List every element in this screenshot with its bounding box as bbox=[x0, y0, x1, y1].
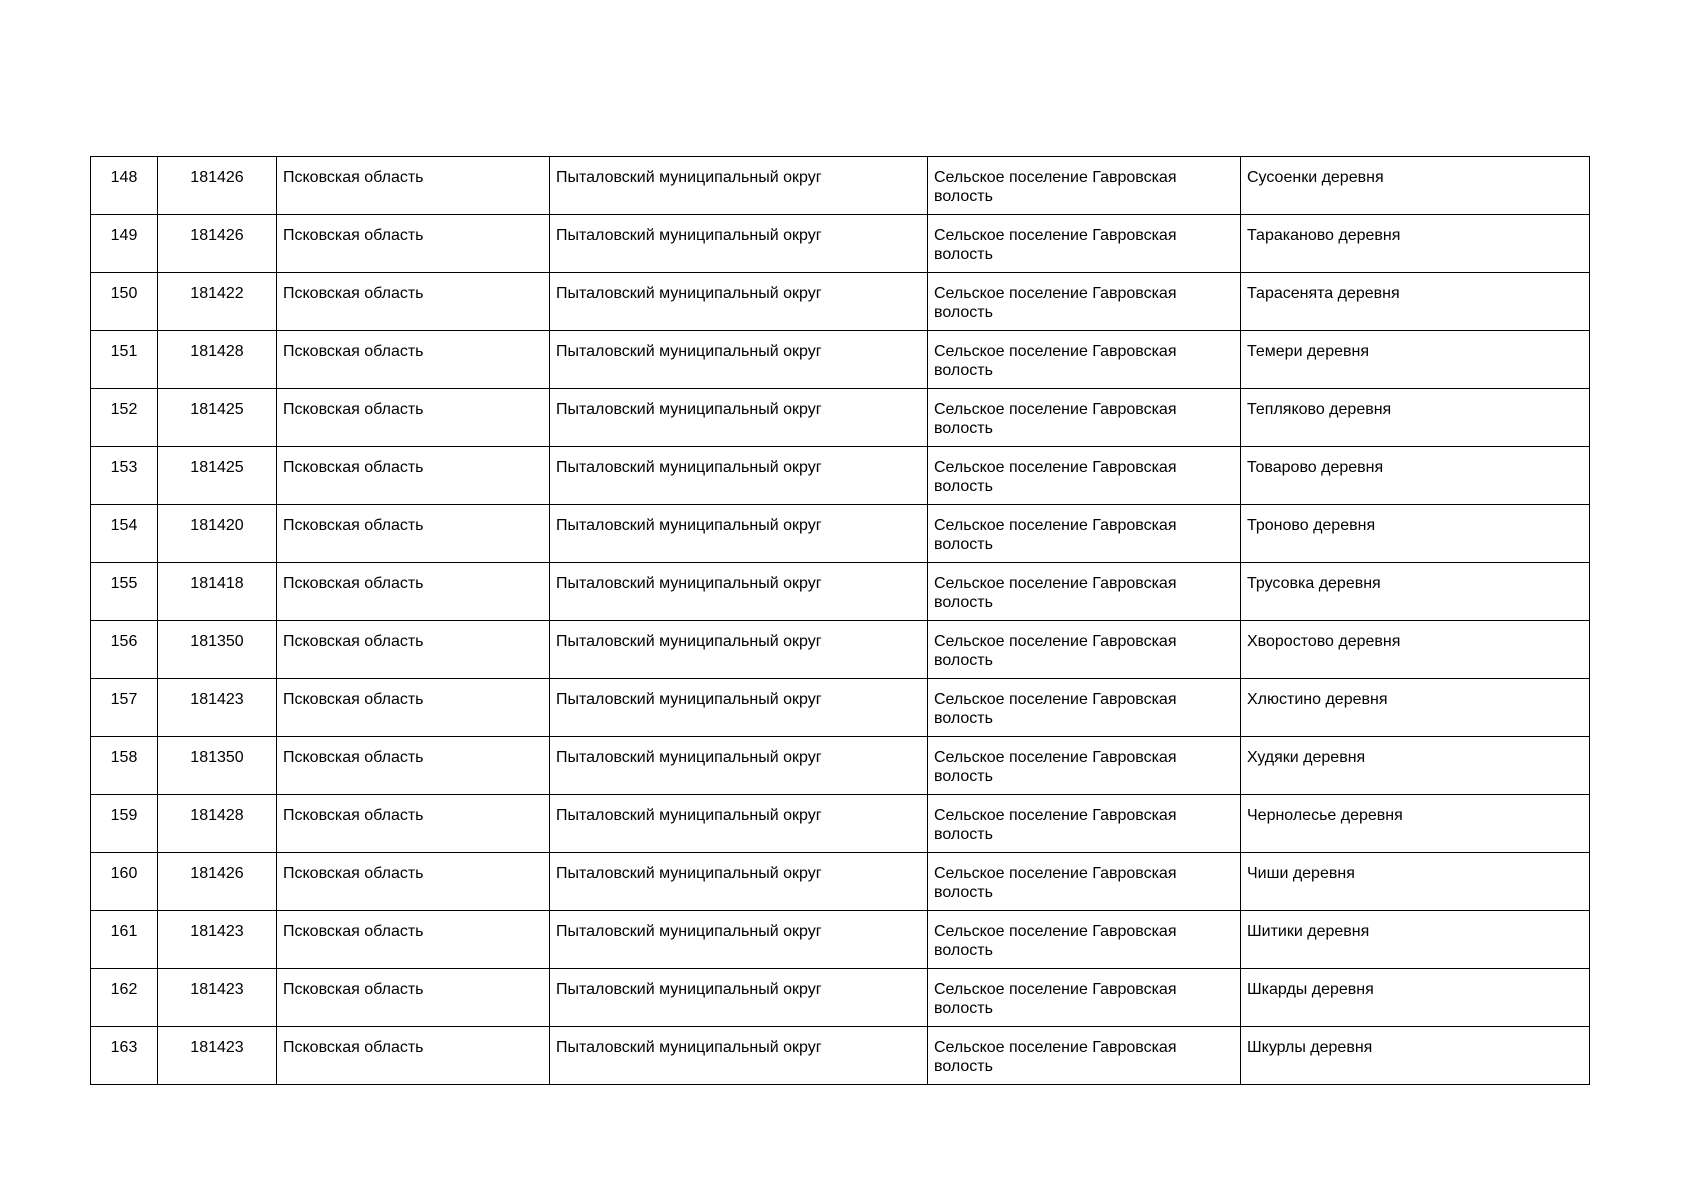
locality-cell: Шкарды деревня bbox=[1241, 969, 1590, 1027]
settlement-cell: Сельское поселение Гавровская волость bbox=[928, 795, 1241, 853]
row-number-cell: 160 bbox=[91, 853, 158, 911]
region-cell: Псковская область bbox=[277, 737, 550, 795]
district-cell: Пыталовский муниципальный округ bbox=[550, 969, 928, 1027]
row-number-cell: 163 bbox=[91, 1027, 158, 1085]
settlement-cell: Сельское поселение Гавровская волость bbox=[928, 679, 1241, 737]
table-row bbox=[91, 389, 1590, 447]
row-number-cell: 161 bbox=[91, 911, 158, 969]
postal-code-cell: 181425 bbox=[158, 389, 277, 447]
region-cell: Псковская область bbox=[277, 911, 550, 969]
locality-cell: Хлюстино деревня bbox=[1241, 679, 1590, 737]
district-cell: Пыталовский муниципальный округ bbox=[550, 853, 928, 911]
district-cell: Пыталовский муниципальный округ bbox=[550, 273, 928, 331]
row-number-cell: 154 bbox=[91, 505, 158, 563]
postal-code-cell: 181426 bbox=[158, 157, 277, 215]
table-row bbox=[91, 911, 1590, 969]
locality-cell: Тепляково деревня bbox=[1241, 389, 1590, 447]
table-row bbox=[91, 447, 1590, 505]
district-cell: Пыталовский муниципальный округ bbox=[550, 795, 928, 853]
locality-cell: Шкурлы деревня bbox=[1241, 1027, 1590, 1085]
table-row bbox=[91, 969, 1590, 1027]
district-cell: Пыталовский муниципальный округ bbox=[550, 447, 928, 505]
row-number-cell: 156 bbox=[91, 621, 158, 679]
table-row bbox=[91, 679, 1590, 737]
region-cell: Псковская область bbox=[277, 679, 550, 737]
table-row bbox=[91, 621, 1590, 679]
region-cell: Псковская область bbox=[277, 331, 550, 389]
locality-cell: Сусоенки деревня bbox=[1241, 157, 1590, 215]
region-cell: Псковская область bbox=[277, 447, 550, 505]
postal-code-cell: 181423 bbox=[158, 679, 277, 737]
settlement-cell: Сельское поселение Гавровская волость bbox=[928, 969, 1241, 1027]
settlement-cell: Сельское поселение Гавровская волость bbox=[928, 389, 1241, 447]
postal-code-cell: 181423 bbox=[158, 911, 277, 969]
settlement-cell: Сельское поселение Гавровская волость bbox=[928, 737, 1241, 795]
settlement-cell: Сельское поселение Гавровская волость bbox=[928, 447, 1241, 505]
settlement-cell: Сельское поселение Гавровская волость bbox=[928, 273, 1241, 331]
row-number-cell: 151 bbox=[91, 331, 158, 389]
region-cell: Псковская область bbox=[277, 1027, 550, 1085]
postal-code-cell: 181426 bbox=[158, 853, 277, 911]
locality-cell: Чернолесье деревня bbox=[1241, 795, 1590, 853]
settlement-cell: Сельское поселение Гавровская волость bbox=[928, 157, 1241, 215]
postal-code-cell: 181423 bbox=[158, 1027, 277, 1085]
district-cell: Пыталовский муниципальный округ bbox=[550, 331, 928, 389]
region-cell: Псковская область bbox=[277, 795, 550, 853]
locality-cell: Чиши деревня bbox=[1241, 853, 1590, 911]
district-cell: Пыталовский муниципальный округ bbox=[550, 215, 928, 273]
settlement-cell: Сельское поселение Гавровская волость bbox=[928, 621, 1241, 679]
district-cell: Пыталовский муниципальный округ bbox=[550, 1027, 928, 1085]
locality-cell: Хворостово деревня bbox=[1241, 621, 1590, 679]
locality-cell: Шитики деревня bbox=[1241, 911, 1590, 969]
region-cell: Псковская область bbox=[277, 505, 550, 563]
postal-code-cell: 181426 bbox=[158, 215, 277, 273]
locality-cell: Трусовка деревня bbox=[1241, 563, 1590, 621]
row-number-cell: 157 bbox=[91, 679, 158, 737]
settlement-cell: Сельское поселение Гавровская волость bbox=[928, 1027, 1241, 1085]
district-cell: Пыталовский муниципальный округ bbox=[550, 911, 928, 969]
table-row bbox=[91, 795, 1590, 853]
row-number-cell: 148 bbox=[91, 157, 158, 215]
table-row bbox=[91, 853, 1590, 911]
locality-cell: Тарасенята деревня bbox=[1241, 273, 1590, 331]
postal-code-cell: 181350 bbox=[158, 737, 277, 795]
locality-cell: Троново деревня bbox=[1241, 505, 1590, 563]
locality-cell: Худяки деревня bbox=[1241, 737, 1590, 795]
settlement-cell: Сельское поселение Гавровская волость bbox=[928, 911, 1241, 969]
locality-cell: Товарово деревня bbox=[1241, 447, 1590, 505]
row-number-cell: 152 bbox=[91, 389, 158, 447]
table-row bbox=[91, 215, 1590, 273]
table-row bbox=[91, 273, 1590, 331]
row-number-cell: 159 bbox=[91, 795, 158, 853]
row-number-cell: 158 bbox=[91, 737, 158, 795]
district-cell: Пыталовский муниципальный округ bbox=[550, 621, 928, 679]
settlement-cell: Сельское поселение Гавровская волость bbox=[928, 215, 1241, 273]
row-number-cell: 150 bbox=[91, 273, 158, 331]
postal-code-cell: 181420 bbox=[158, 505, 277, 563]
postal-code-cell: 181428 bbox=[158, 795, 277, 853]
region-cell: Псковская область bbox=[277, 969, 550, 1027]
region-cell: Псковская область bbox=[277, 215, 550, 273]
locality-cell: Темери деревня bbox=[1241, 331, 1590, 389]
settlement-cell: Сельское поселение Гавровская волость bbox=[928, 853, 1241, 911]
postal-code-cell: 181428 bbox=[158, 331, 277, 389]
region-cell: Псковская область bbox=[277, 389, 550, 447]
district-cell: Пыталовский муниципальный округ bbox=[550, 157, 928, 215]
row-number-cell: 153 bbox=[91, 447, 158, 505]
postal-code-cell: 181423 bbox=[158, 969, 277, 1027]
locality-cell: Тараканово деревня bbox=[1241, 215, 1590, 273]
row-number-cell: 149 bbox=[91, 215, 158, 273]
district-cell: Пыталовский муниципальный округ bbox=[550, 563, 928, 621]
district-cell: Пыталовский муниципальный округ bbox=[550, 505, 928, 563]
row-number-cell: 162 bbox=[91, 969, 158, 1027]
postal-code-cell: 181425 bbox=[158, 447, 277, 505]
address-table bbox=[90, 156, 1590, 1085]
table-body bbox=[91, 157, 1590, 1085]
district-cell: Пыталовский муниципальный округ bbox=[550, 389, 928, 447]
postal-code-cell: 181418 bbox=[158, 563, 277, 621]
region-cell: Псковская область bbox=[277, 273, 550, 331]
district-cell: Пыталовский муниципальный округ bbox=[550, 679, 928, 737]
region-cell: Псковская область bbox=[277, 563, 550, 621]
region-cell: Псковская область bbox=[277, 157, 550, 215]
postal-code-cell: 181350 bbox=[158, 621, 277, 679]
settlement-cell: Сельское поселение Гавровская волость bbox=[928, 331, 1241, 389]
table-row bbox=[91, 1027, 1590, 1085]
table-row bbox=[91, 505, 1590, 563]
row-number-cell: 155 bbox=[91, 563, 158, 621]
table-row bbox=[91, 331, 1590, 389]
settlement-cell: Сельское поселение Гавровская волость bbox=[928, 563, 1241, 621]
settlement-cell: Сельское поселение Гавровская волость bbox=[928, 505, 1241, 563]
district-cell: Пыталовский муниципальный округ bbox=[550, 737, 928, 795]
table-row bbox=[91, 737, 1590, 795]
postal-code-cell: 181422 bbox=[158, 273, 277, 331]
region-cell: Псковская область bbox=[277, 853, 550, 911]
table-row bbox=[91, 563, 1590, 621]
region-cell: Псковская область bbox=[277, 621, 550, 679]
table-row bbox=[91, 157, 1590, 215]
